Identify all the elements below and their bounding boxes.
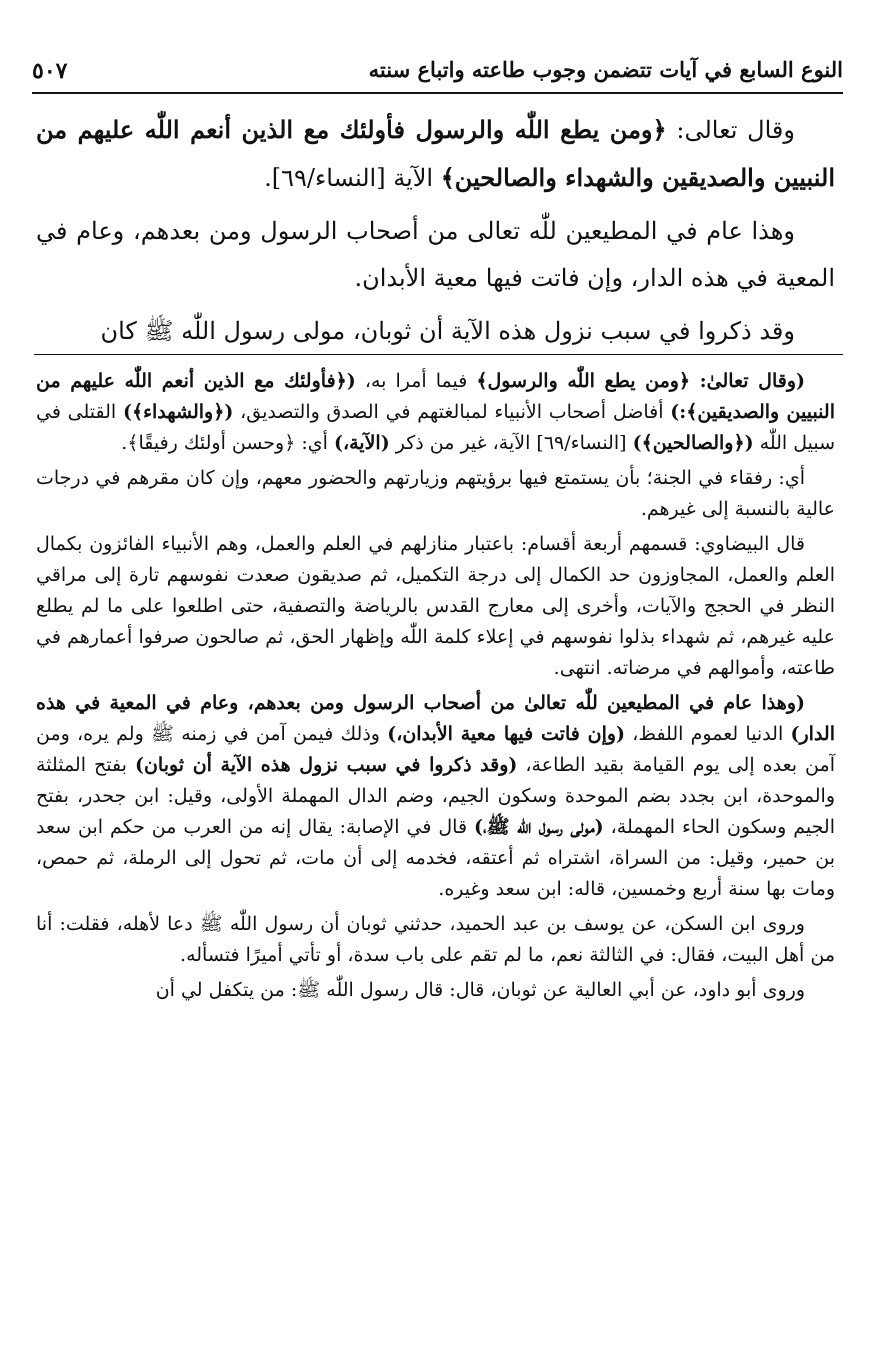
commentary-quote: (﴿والشهداء﴾) bbox=[122, 401, 234, 423]
commentary-text: الدنيا لعموم اللفظ، bbox=[625, 723, 791, 745]
main-text bbox=[36, 106, 835, 361]
footnote-divider bbox=[34, 354, 843, 355]
verse-quote: ﴿ومن يطع اللّٰه والرسول فأولئك مع الذين أنعم اللّٰه عليهم من النبيين والصديقين والشهداء والصالحين﴾ bbox=[36, 115, 835, 192]
commentary-paragraph-6: وروى أبو داود، عن أبي العالية عن ثوبان، قال: قال رسول اللّٰه ﷺ: من يتكفل لي أن bbox=[155, 979, 805, 1001]
commentary-quote: (وإن فاتت فيها معية الأبدان،) bbox=[387, 723, 626, 745]
commentary-text: فيما أمرا به، bbox=[355, 370, 477, 392]
paragraph-verse bbox=[36, 106, 835, 202]
commentary-quote: (الآية،) bbox=[334, 432, 390, 454]
commentary-text: بفتح المثلثة والموحدة، ابن بجدد بضم الموحدة وسكون الجيم، وضم الدال المهملة الأولى، وقيل: ابن جحدر، بفتح الجيم وسكون الحاء المهملة، bbox=[36, 754, 835, 838]
commentary-quote: (وقد ذكروا في سبب نزول هذه الآية أن ثوبان) bbox=[134, 754, 518, 776]
commentary-quote: (مولى رسول اللّٰه ﷺ،) bbox=[474, 816, 604, 838]
commentary-paragraph-4 bbox=[36, 688, 835, 905]
commentary-text: [النساء/٦٩] الآية، غير من ذكر bbox=[389, 432, 633, 454]
running-header bbox=[32, 48, 843, 94]
commentary-text: وذلك فيمن آمن في زمنه ﷺ ولم يره، ومن آمن بعده إلى يوم القيامة بقيد الطاعة، bbox=[36, 723, 835, 776]
commentary-quote: (﴿فأولئك مع الذين أنعم اللّٰه عليهم من النبيين والصديقين﴾:) bbox=[36, 370, 835, 423]
commentary-text: القتلى في سبيل اللّٰه bbox=[36, 401, 835, 454]
commentary-paragraph-2: أي: رفقاء في الجنة؛ بأن يستمتع فيها برؤيتهم وزيارتهم والحضور معهم، وإن كان مقرهم في درجات عالية بالنسبة إلى غيرهم. bbox=[36, 467, 835, 520]
commentary-quote: (وقال تعالىٰ: ﴿ومن يطع اللّٰه والرسول﴾ bbox=[476, 370, 805, 392]
chapter-title: النوع السابع في آيات تتضمن وجوب طاعته واتباع سنته bbox=[368, 57, 843, 82]
commentary-paragraph-3: قال البيضاوي: قسمهم أربعة أقسام: باعتبار منازلهم في العلم والعمل، وهم الأنبياء الفائزون بكمال العلم والعمل، المجاوزون حد الكمال إلى درجة التكميل، ثم صديقون صعدت نفوسهم تارة إلى مراقي النظر في الحجج والآيات، وأخرى إلى معارج القدس بالرياضة والتصفية، حتى اطلعوا على ما لم يطلع عليه غيرهم، ثم شهداء بذلوا نفوسهم في إعلاء كلمة اللّٰه وإظهار الحق، ثم صالحون صرفوا أعمارهم في طاعته، وأموالهم في مرضاته. انتهى. bbox=[36, 533, 835, 679]
commentary-text: أي: ﴿وحسن أولئك رفيقًا﴾. bbox=[121, 432, 334, 454]
commentary-text: أفاضل أصحاب الأنبياء لمبالغتهم في الصدق والتصديق، bbox=[233, 401, 671, 423]
verse-intro: وقال تعالى: bbox=[666, 116, 795, 144]
commentary-quote: (وهذا عام في المطيعين للّٰه تعالىٰ من أصحاب الرسول ومن بعدهم، وعام في المعية في هذه الدار) bbox=[36, 692, 835, 745]
commentary-paragraph-1 bbox=[36, 366, 835, 459]
page-number: ٥٠٧ bbox=[32, 58, 68, 84]
verse-reference: الآية [النساء/٦٩]. bbox=[264, 164, 441, 192]
commentary-text: قال في الإصابة: يقال إنه من العرب من حكم ابن سعد بن حمير، وقيل: من السراة، اشتراه ثم أعتقه، فخدمه إلى أن مات، ثم تحول إلى الرملة، ثم حمص، ومات بها سنة أربع وخمسين، قاله: ابن سعد وغيره. bbox=[36, 816, 835, 900]
paragraph-occasion: وقد ذكروا في سبب نزول هذه الآية أن ثوبان، مولى رسول اللّٰه ﷺ كان bbox=[100, 317, 795, 345]
commentary-quote: (﴿والصالحين﴾) bbox=[632, 432, 754, 454]
commentary-paragraph-5: وروى ابن السكن، عن يوسف بن عبد الحميد، حدثني ثوبان أن رسول اللّٰه ﷺ دعا لأهله، فقلت: أنا من أهل البيت، فقال: في الثالثة نعم، ما لم تقم على باب سدة، أو تأتي أميرًا فتسأله. bbox=[36, 913, 835, 966]
paragraph-general: وهذا عام في المطيعين للّٰه تعالى من أصحاب الرسول ومن بعدهم، وعام في المعية في هذه الدار، وإن فاتت فيها معية الأبدان. bbox=[36, 217, 835, 292]
commentary bbox=[36, 366, 835, 1010]
